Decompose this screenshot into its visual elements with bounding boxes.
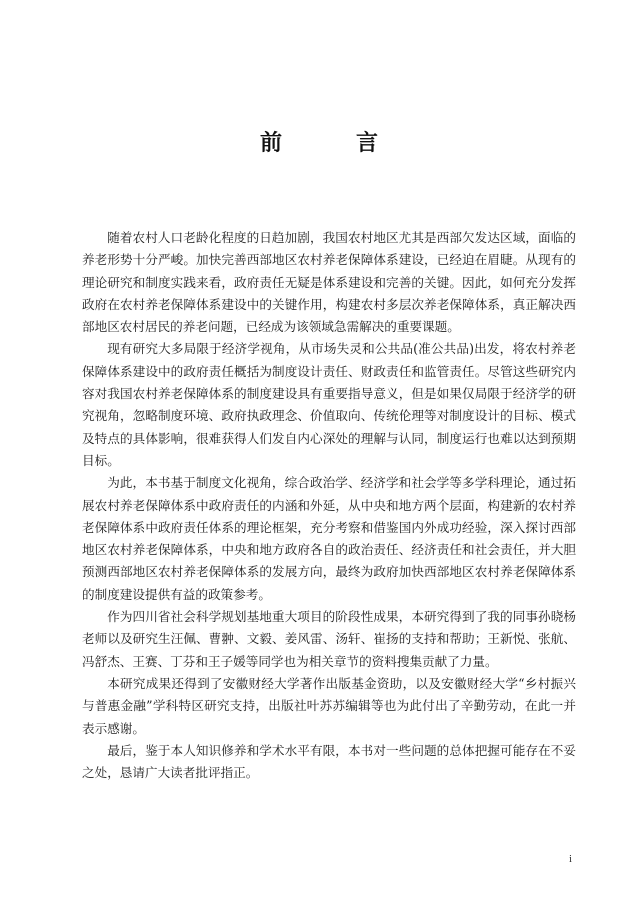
paragraph-5: 本研究成果还得到了安徽财经大学著作出版基金资助，以及安徽财经大学“乡村振兴与普惠金融”学科特区研究支持，出版社叶苏苏编辑等也为此付出了辛勤劳动，在此一并表示感谢。 bbox=[82, 675, 576, 736]
page-number: i bbox=[568, 853, 572, 865]
paragraph-4: 作为四川省社会科学规划基地重大项目的阶段性成果，本研究得到了我的同事孙晓杨老师以及研究生汪佩、曹翀、文毅、姜风雷、汤轩、崔扬的支持和帮助；王新悦、张航、冯舒杰、王赛、丁芬和王子媛等同学也为相关章节的资料搜集贡献了力量。 bbox=[82, 609, 576, 669]
paragraph-2: 现有研究大多局限于经济学视角，从市场失灵和公共品(准公共品)出发，将农村养老保障体系建设中的政府责任概括为制度设计责任、财政责任和监管责任。尽管这些研究内容对我国农村养老保障体系的制度建设具有重要指导意义，但是如果仅局限于经济学的研究视角，忽略制度环境、政府执政理念、价值取向、传统伦理等对制度设计的目标、模式及特点的具体影响，很难获得人们发自内心深处的理解与认同，制度运行也难以达到预期目标。 bbox=[82, 341, 576, 468]
preface-body bbox=[82, 227, 576, 784]
paragraph-1: 随着农村人口老龄化程度的日趋加剧，我国农村地区尤其是西部欠发达区域，面临的养老形势十分严峻。加快完善西部地区农村养老保障体系建设，已经迫在眉睫。从现有的理论研究和制度实践来看，政府责任无疑是体系建设和完善的关键。因此，如何充分发挥政府在农村养老保障体系建设中的关键作用，构建农村多层次养老保障体系，真正解决西部地区农村居民的养老问题，已经成为该领域急需解决的重要课题。 bbox=[82, 230, 576, 335]
paragraph-6: 最后，鉴于本人知识修养和学术水平有限，本书对一些问题的总体把握可能存在不妥之处，恳请广大读者批评指正。 bbox=[82, 742, 576, 781]
page-title: 前 言 bbox=[259, 130, 404, 156]
paragraph-3: 为此，本书基于制度文化视角，综合政治学、经济学和社会学等多学科理论，通过拓展农村养老保障体系中政府责任的内涵和外延，从中央和地方两个层面，构建新的农村养老保障体系中政府责任体系的理论框架，充分考察和借鉴国内外成功经验，深入探讨西部地区农村养老保障体系，中央和地方政府各自的政治责任、经济责任和社会责任，并大胆预测西部地区农村养老保障体系的发展方向，最终为政府加快西部地区农村养老保障体系的制度建设提供有益的政策参考。 bbox=[82, 475, 576, 602]
